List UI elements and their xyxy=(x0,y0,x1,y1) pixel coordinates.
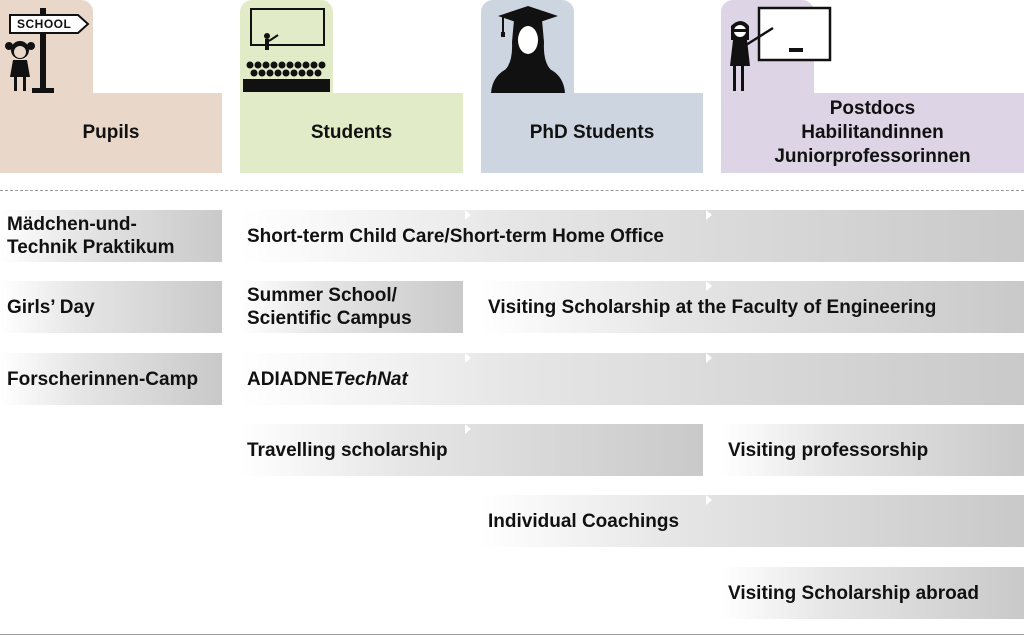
adiadne-prefix: ADIADNE xyxy=(247,368,334,390)
travelling-label: Travelling scholarship xyxy=(247,439,448,461)
bottom-rule xyxy=(0,634,1024,635)
summer-school-label xyxy=(247,281,412,333)
school-sign-text: SCHOOL xyxy=(17,17,72,31)
childcare-label: Short-term Child Care/Short-term Home Office xyxy=(247,225,664,247)
coachings-label: Individual Coachings xyxy=(488,510,680,532)
lecture-hall-icon xyxy=(240,0,340,95)
adiadne-suffix: TechNat xyxy=(333,368,408,390)
bar-separator xyxy=(706,353,712,363)
summer-school-line-2: Scientific Campus xyxy=(247,308,412,329)
maedchen-technik-line-2: Technik Praktikum xyxy=(7,237,175,258)
teacher-board-icon xyxy=(721,0,831,95)
pupils-label: Pupils xyxy=(82,122,140,143)
maedchen-technik-line-1: Mädchen-und- xyxy=(7,214,137,235)
bar-separator xyxy=(465,353,471,363)
postdocs-label-line-1: Postdocs xyxy=(829,98,916,119)
girl-icon xyxy=(0,0,100,95)
graduate-icon xyxy=(481,0,581,95)
phd-label-box xyxy=(481,93,703,173)
maedchen-technik-label xyxy=(7,210,175,262)
bar-separator xyxy=(706,495,712,505)
bar-separator xyxy=(465,424,471,434)
summer-school-line-1: Summer School/ xyxy=(247,285,397,306)
visiting-abroad-label: Visiting Scholarship abroad xyxy=(728,582,979,604)
postdocs-label-line-3: Juniorprofessorinnen xyxy=(774,146,971,167)
visiting-prof-label: Visiting professorship xyxy=(728,439,929,461)
pupils-label-box xyxy=(0,93,222,173)
students-label: Students xyxy=(310,122,393,143)
postdocs-label-line-2: Habilitandinnen xyxy=(801,122,944,143)
header-divider xyxy=(0,190,1024,191)
bar-separator xyxy=(706,210,712,220)
forscherinnen-label: Forscherinnen-Camp xyxy=(7,368,199,390)
postdocs-label-box xyxy=(721,93,1024,173)
visiting-faculty-label: Visiting Scholarship at the Faculty of Engineering xyxy=(488,296,937,318)
adiadne-label xyxy=(247,353,408,405)
girls-day-label: Girls’ Day xyxy=(7,296,95,318)
phd-label: PhD Students xyxy=(529,122,655,143)
students-label-box xyxy=(240,93,463,173)
